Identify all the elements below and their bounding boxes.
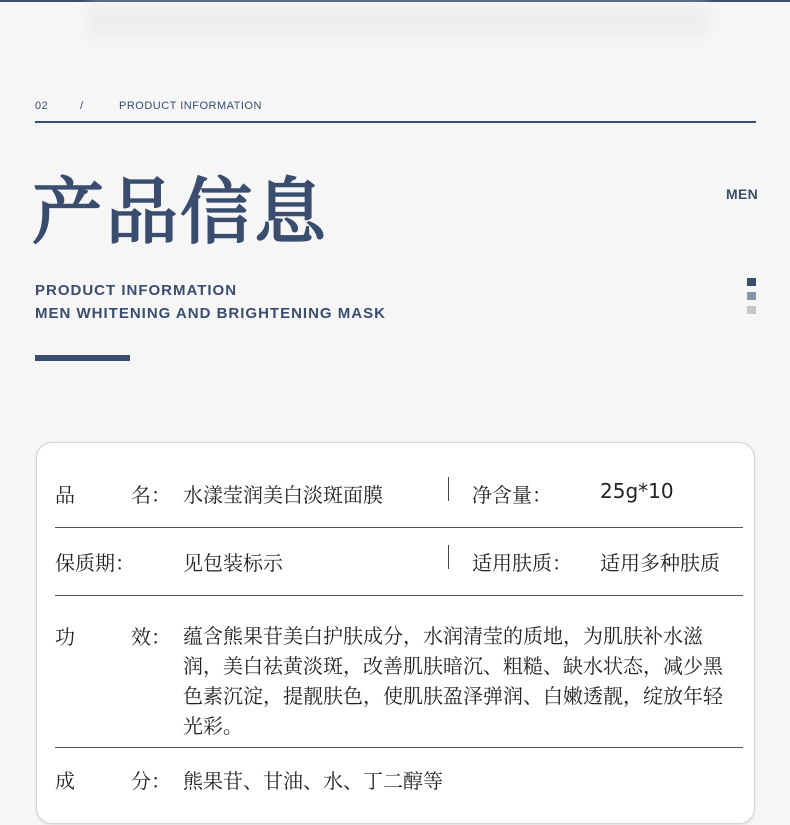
skin-type-value: 适用多种肤质 <box>600 551 720 575</box>
net-content-value: 25g*10 <box>600 479 674 503</box>
column-separator <box>448 545 449 569</box>
breadcrumb-separator: / <box>80 100 84 112</box>
ingredients-label-b: 分： <box>131 769 171 793</box>
info-card <box>36 442 755 824</box>
column-separator <box>448 477 449 501</box>
row-divider <box>55 595 743 596</box>
accent-bar <box>35 355 130 361</box>
subtitle-line-1: PRODUCT INFORMATION <box>35 282 238 299</box>
shelf-life-label: 保质期： <box>55 551 135 575</box>
skin-type-label: 适用肤质： <box>472 551 572 575</box>
effect-value: 蕴含熊果苷美白护肤成分，水润清莹的质地，为肌肤补水滋润，美白祛黄淡斑，改善肌肤暗沉、粗糙、缺水状态，减少黑色素沉淀，提靓肤色，使肌肤盈泽弹润、白嫩透靓，绽放年轻光彩。 <box>183 624 723 738</box>
net-content-label: 净含量： <box>472 483 552 507</box>
ingredients-value: 熊果苷、甘油、水、丁二醇等 <box>183 769 443 793</box>
name-label-b: 名： <box>131 483 171 507</box>
side-mark-light <box>747 306 756 314</box>
top-rule <box>0 0 790 2</box>
name-label-a: 品 <box>55 483 75 507</box>
effect-label-b: 效： <box>131 625 171 649</box>
row-divider <box>55 747 743 748</box>
side-mark-dark <box>747 278 756 286</box>
shelf-life-value: 见包装标示 <box>183 551 283 575</box>
effect-label-a: 功 <box>55 625 75 649</box>
header-divider <box>35 121 756 123</box>
side-mark-mid <box>747 292 756 300</box>
side-label: MEN <box>726 186 759 202</box>
top-ghost-band <box>88 6 708 36</box>
section-number: 02 <box>35 100 49 112</box>
row-divider <box>55 527 743 528</box>
page-title: 产品信息 <box>32 170 329 254</box>
ingredients-label-a: 成 <box>55 769 75 793</box>
product-name-value: 水漾莹润美白淡斑面膜 <box>183 483 383 507</box>
section-label: PRODUCT INFORMATION <box>119 100 262 112</box>
subtitle-line-2: MEN WHITENING AND BRIGHTENING MASK <box>35 305 386 322</box>
